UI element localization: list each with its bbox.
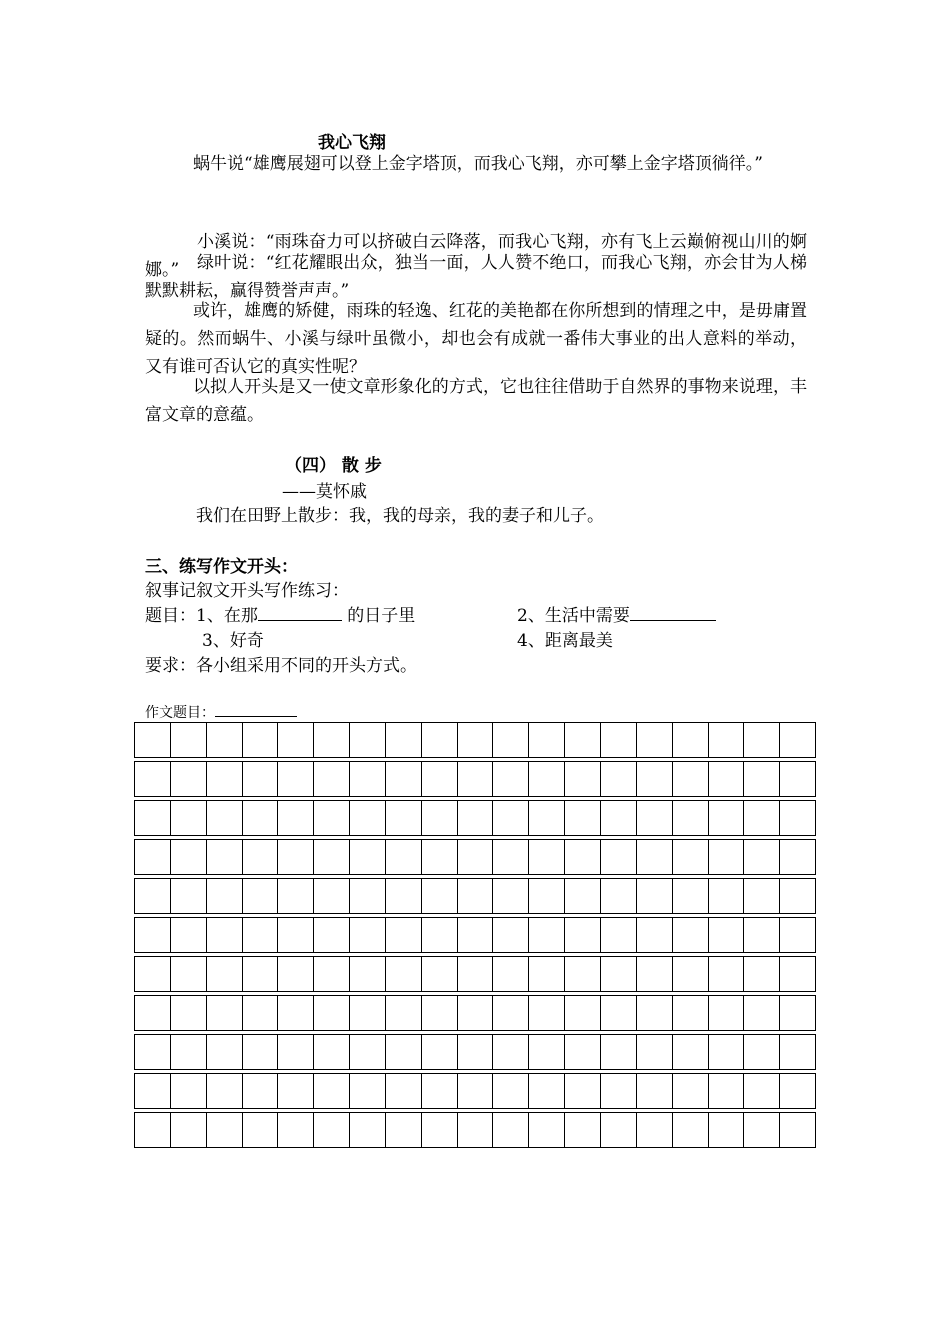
grid-cell[interactable]: [529, 1035, 565, 1069]
grid-cell[interactable]: [314, 723, 350, 757]
grid-cell[interactable]: [673, 840, 709, 874]
grid-cell[interactable]: [744, 723, 780, 757]
grid-cell[interactable]: [458, 957, 494, 991]
grid-cell[interactable]: [744, 957, 780, 991]
grid-cell[interactable]: [744, 762, 780, 796]
grid-cell[interactable]: [135, 840, 171, 874]
grid-cell[interactable]: [278, 1074, 314, 1108]
grid-cell[interactable]: [278, 1113, 314, 1147]
grid-cell[interactable]: [673, 801, 709, 835]
topic-3: 3、好奇: [202, 631, 264, 651]
grid-cell[interactable]: [637, 801, 673, 835]
grid-cell[interactable]: [243, 723, 279, 757]
grid-cell[interactable]: [493, 1113, 529, 1147]
grid-cell[interactable]: [744, 1074, 780, 1108]
grid-row: [134, 917, 816, 953]
grid-cell[interactable]: [601, 1035, 637, 1069]
practice-heading: 三、练写作文开头：: [145, 557, 298, 577]
grid-cell[interactable]: [422, 918, 458, 952]
topic-2-blank[interactable]: [630, 604, 716, 621]
grid-cell[interactable]: [386, 1035, 422, 1069]
grid-cell[interactable]: [744, 1035, 780, 1069]
grid-cell[interactable]: [673, 762, 709, 796]
grid-cell[interactable]: [744, 918, 780, 952]
grid-cell[interactable]: [493, 1035, 529, 1069]
grid-cell[interactable]: [135, 1074, 171, 1108]
grid-cell[interactable]: [493, 879, 529, 913]
grid-cell[interactable]: [493, 1074, 529, 1108]
grid-cell[interactable]: [493, 957, 529, 991]
grid-cell[interactable]: [709, 801, 745, 835]
grid-cell[interactable]: [422, 957, 458, 991]
grid-cell[interactable]: [314, 1035, 350, 1069]
grid-cell[interactable]: [314, 1074, 350, 1108]
grid-cell[interactable]: [744, 996, 780, 1030]
grid-cell[interactable]: [458, 1113, 494, 1147]
grid-cell[interactable]: [314, 918, 350, 952]
grid-cell[interactable]: [171, 957, 207, 991]
grid-cell[interactable]: [386, 762, 422, 796]
grid-cell[interactable]: [565, 918, 601, 952]
grid-cell[interactable]: [386, 918, 422, 952]
grid-cell[interactable]: [278, 1035, 314, 1069]
grid-cell[interactable]: [493, 723, 529, 757]
grid-cell[interactable]: [207, 879, 243, 913]
grid-cell[interactable]: [709, 1074, 745, 1108]
grid-cell[interactable]: [780, 957, 815, 991]
grid-cell[interactable]: [458, 996, 494, 1030]
grid-cell[interactable]: [422, 1035, 458, 1069]
grid-cell[interactable]: [386, 957, 422, 991]
grid-cell[interactable]: [207, 723, 243, 757]
grid-cell[interactable]: [278, 918, 314, 952]
grid-cell[interactable]: [243, 801, 279, 835]
grid-cell[interactable]: [135, 1035, 171, 1069]
grid-cell[interactable]: [744, 801, 780, 835]
grid-cell[interactable]: [207, 1035, 243, 1069]
grid-cell[interactable]: [637, 879, 673, 913]
grid-cell[interactable]: [565, 957, 601, 991]
grid-cell[interactable]: [601, 801, 637, 835]
grid-cell[interactable]: [673, 996, 709, 1030]
grid-cell[interactable]: [637, 918, 673, 952]
grid-cell[interactable]: [422, 840, 458, 874]
grid-cell[interactable]: [350, 879, 386, 913]
grid-row: [134, 800, 816, 836]
grid-cell[interactable]: [458, 801, 494, 835]
grid-cell[interactable]: [709, 996, 745, 1030]
grid-cell[interactable]: [278, 801, 314, 835]
grid-cell[interactable]: [314, 996, 350, 1030]
grid-cell[interactable]: [637, 762, 673, 796]
grid-cell[interactable]: [673, 1113, 709, 1147]
grid-cell[interactable]: [780, 801, 815, 835]
grid-cell[interactable]: [601, 762, 637, 796]
grid-cell[interactable]: [780, 996, 815, 1030]
grid-cell[interactable]: [243, 996, 279, 1030]
grid-cell[interactable]: [493, 801, 529, 835]
grid-cell[interactable]: [780, 1035, 815, 1069]
grid-cell[interactable]: [422, 996, 458, 1030]
grid-cell[interactable]: [207, 1074, 243, 1108]
grid-cell[interactable]: [314, 840, 350, 874]
grid-cell[interactable]: [529, 918, 565, 952]
grid-row: [134, 1112, 816, 1148]
grid-cell[interactable]: [135, 1113, 171, 1147]
grid-cell[interactable]: [709, 957, 745, 991]
grid-row: [134, 995, 816, 1031]
grid-cell[interactable]: [493, 918, 529, 952]
essay-title: 我心飞翔: [318, 133, 386, 153]
grid-cell[interactable]: [243, 957, 279, 991]
grid-cell[interactable]: [529, 1074, 565, 1108]
composition-grid: [134, 722, 816, 1148]
grid-cell[interactable]: [386, 801, 422, 835]
essay-paragraph-5: 以拟人开头是又一使文章形象化的方式，它也往往借助于自然界的事物来说理，丰富文章的意蕴。: [145, 377, 807, 425]
grid-cell[interactable]: [278, 957, 314, 991]
example-first-line: 我们在田野上散步：我，我的母亲，我的妻子和儿子。: [196, 506, 604, 526]
grid-cell[interactable]: [565, 1113, 601, 1147]
grid-cell[interactable]: [386, 879, 422, 913]
grid-cell[interactable]: [350, 996, 386, 1030]
grid-cell[interactable]: [673, 918, 709, 952]
grid-cell[interactable]: [171, 996, 207, 1030]
grid-cell[interactable]: [243, 1074, 279, 1108]
grid-cell[interactable]: [386, 840, 422, 874]
grid-cell[interactable]: [744, 1113, 780, 1147]
grid-cell[interactable]: [565, 1035, 601, 1069]
grid-cell[interactable]: [386, 1113, 422, 1147]
grid-cell[interactable]: [207, 840, 243, 874]
grid-cell[interactable]: [135, 957, 171, 991]
essay-paragraph-3: 绿叶说：“红花耀眼出众，独当一面，人人赞不绝口，而我心飞翔，亦会甘为人梯默默耕耘，赢得赞誉声声。”: [145, 253, 807, 301]
grid-cell[interactable]: [601, 879, 637, 913]
grid-cell[interactable]: [601, 1113, 637, 1147]
grid-cell[interactable]: [529, 957, 565, 991]
grid-cell[interactable]: [529, 801, 565, 835]
grid-cell[interactable]: [780, 918, 815, 952]
grid-cell[interactable]: [386, 723, 422, 757]
grid-cell[interactable]: [780, 762, 815, 796]
practice-subheading: 叙事记叙文开头写作练习：: [145, 581, 349, 601]
topic-1-blank[interactable]: [258, 604, 342, 621]
essay-paragraph-1: 蜗牛说“雄鹰展翅可以登上金字塔顶，而我心飞翔，亦可攀上金字塔顶徜徉。”: [193, 154, 763, 174]
practice-requirement: 要求：各小组采用不同的开头方式。: [145, 656, 417, 676]
grid-cell[interactable]: [314, 1113, 350, 1147]
grid-cell[interactable]: [314, 957, 350, 991]
topics-label: 题目：: [145, 606, 196, 626]
worksheet-title-blank[interactable]: [215, 703, 297, 717]
grid-cell[interactable]: [171, 723, 207, 757]
topic-4: 4、距离最美: [517, 631, 613, 651]
grid-cell[interactable]: [780, 1074, 815, 1108]
grid-cell[interactable]: [422, 723, 458, 757]
grid-cell[interactable]: [565, 801, 601, 835]
grid-cell[interactable]: [565, 879, 601, 913]
topic-1-suffix: 的日子里: [341, 606, 416, 626]
grid-row: [134, 1073, 816, 1109]
grid-cell[interactable]: [135, 723, 171, 757]
grid-row: [134, 878, 816, 914]
grid-cell[interactable]: [135, 879, 171, 913]
grid-cell[interactable]: [637, 996, 673, 1030]
grid-cell[interactable]: [207, 1113, 243, 1147]
grid-cell[interactable]: [493, 840, 529, 874]
grid-cell[interactable]: [458, 723, 494, 757]
grid-cell[interactable]: [171, 1113, 207, 1147]
grid-cell[interactable]: [243, 918, 279, 952]
essay-paragraph-2: 小溪说：“雨珠奋力可以挤破白云降落，而我心飞翔，亦有飞上云巅俯视山川的婀娜。”: [145, 232, 807, 280]
grid-cell[interactable]: [350, 801, 386, 835]
grid-cell[interactable]: [243, 762, 279, 796]
grid-cell[interactable]: [493, 996, 529, 1030]
grid-cell[interactable]: [243, 879, 279, 913]
grid-cell[interactable]: [422, 801, 458, 835]
grid-cell[interactable]: [637, 1035, 673, 1069]
example-author: ——莫怀戚: [282, 482, 367, 502]
grid-cell[interactable]: [458, 1035, 494, 1069]
grid-cell[interactable]: [207, 996, 243, 1030]
grid-cell[interactable]: [565, 762, 601, 796]
grid-cell[interactable]: [350, 840, 386, 874]
grid-cell[interactable]: [673, 879, 709, 913]
grid-cell[interactable]: [135, 918, 171, 952]
grid-cell[interactable]: [386, 1074, 422, 1108]
grid-cell[interactable]: [673, 957, 709, 991]
grid-cell[interactable]: [458, 762, 494, 796]
grid-cell[interactable]: [171, 1035, 207, 1069]
grid-cell[interactable]: [565, 723, 601, 757]
grid-cell[interactable]: [744, 879, 780, 913]
grid-row: [134, 761, 816, 797]
grid-cell[interactable]: [601, 957, 637, 991]
grid-cell[interactable]: [601, 918, 637, 952]
grid-cell[interactable]: [350, 1113, 386, 1147]
grid-cell[interactable]: [637, 723, 673, 757]
grid-cell[interactable]: [637, 840, 673, 874]
grid-cell[interactable]: [171, 879, 207, 913]
grid-cell[interactable]: [637, 1074, 673, 1108]
grid-cell[interactable]: [171, 762, 207, 796]
worksheet-label: 作文题目：: [145, 705, 215, 721]
grid-cell[interactable]: [386, 996, 422, 1030]
grid-cell[interactable]: [780, 723, 815, 757]
grid-cell[interactable]: [529, 879, 565, 913]
grid-cell[interactable]: [422, 1074, 458, 1108]
grid-cell[interactable]: [243, 1035, 279, 1069]
topic-2-prefix: 2、生活中需要: [517, 606, 630, 626]
grid-cell[interactable]: [207, 957, 243, 991]
grid-cell[interactable]: [171, 840, 207, 874]
grid-cell[interactable]: [350, 918, 386, 952]
grid-cell[interactable]: [780, 879, 815, 913]
worksheet-title-line: [145, 702, 297, 722]
grid-cell[interactable]: [601, 723, 637, 757]
grid-cell[interactable]: [135, 996, 171, 1030]
grid-cell[interactable]: [529, 1113, 565, 1147]
grid-cell[interactable]: [278, 723, 314, 757]
grid-cell[interactable]: [171, 918, 207, 952]
grid-cell[interactable]: [422, 1113, 458, 1147]
grid-cell[interactable]: [278, 996, 314, 1030]
grid-cell[interactable]: [243, 1113, 279, 1147]
grid-cell[interactable]: [709, 918, 745, 952]
grid-cell[interactable]: [709, 762, 745, 796]
grid-cell[interactable]: [709, 1035, 745, 1069]
grid-cell[interactable]: [422, 879, 458, 913]
grid-cell[interactable]: [709, 1113, 745, 1147]
grid-cell[interactable]: [243, 840, 279, 874]
grid-cell[interactable]: [278, 762, 314, 796]
grid-cell[interactable]: [565, 1074, 601, 1108]
grid-cell[interactable]: [673, 723, 709, 757]
grid-cell[interactable]: [458, 840, 494, 874]
essay-paragraph-4: 或许，雄鹰的矫健，雨珠的轻逸、红花的美艳都在你所想到的情理之中，是毋庸置疑的。然而蜗牛、小溪与绿叶虽微小，却也会有成就一番伟大事业的出人意料的举动，又有谁可否认它的真实性呢？: [145, 301, 807, 377]
grid-cell[interactable]: [458, 918, 494, 952]
grid-row: [134, 839, 816, 875]
grid-cell[interactable]: [350, 1035, 386, 1069]
grid-cell[interactable]: [673, 1035, 709, 1069]
grid-row: [134, 722, 816, 758]
grid-cell[interactable]: [458, 879, 494, 913]
grid-cell[interactable]: [637, 1113, 673, 1147]
grid-cell[interactable]: [171, 1074, 207, 1108]
grid-cell[interactable]: [673, 1074, 709, 1108]
grid-cell[interactable]: [458, 1074, 494, 1108]
grid-cell[interactable]: [529, 762, 565, 796]
grid-cell[interactable]: [422, 762, 458, 796]
grid-cell[interactable]: [314, 801, 350, 835]
grid-cell[interactable]: [780, 1113, 815, 1147]
grid-cell[interactable]: [780, 840, 815, 874]
grid-cell[interactable]: [350, 723, 386, 757]
grid-cell[interactable]: [135, 801, 171, 835]
grid-cell[interactable]: [207, 801, 243, 835]
topics-row-1: [145, 601, 415, 626]
grid-cell[interactable]: [207, 762, 243, 796]
grid-row: [134, 956, 816, 992]
grid-cell[interactable]: [744, 840, 780, 874]
grid-cell[interactable]: [171, 801, 207, 835]
example-heading: （四） 散 步: [285, 456, 382, 476]
grid-cell[interactable]: [601, 996, 637, 1030]
grid-cell[interactable]: [314, 762, 350, 796]
grid-cell[interactable]: [709, 879, 745, 913]
grid-cell[interactable]: [350, 957, 386, 991]
grid-cell[interactable]: [529, 723, 565, 757]
grid-cell[interactable]: [565, 996, 601, 1030]
grid-cell[interactable]: [709, 840, 745, 874]
grid-cell[interactable]: [601, 1074, 637, 1108]
grid-cell[interactable]: [314, 879, 350, 913]
grid-cell[interactable]: [529, 996, 565, 1030]
grid-row: [134, 1034, 816, 1070]
grid-cell[interactable]: [565, 840, 601, 874]
grid-cell[interactable]: [601, 840, 637, 874]
grid-cell[interactable]: [493, 762, 529, 796]
grid-cell[interactable]: [135, 762, 171, 796]
grid-cell[interactable]: [637, 957, 673, 991]
grid-cell[interactable]: [278, 840, 314, 874]
grid-cell[interactable]: [529, 840, 565, 874]
topic-2: [517, 601, 716, 626]
grid-cell[interactable]: [207, 918, 243, 952]
grid-cell[interactable]: [350, 1074, 386, 1108]
grid-cell[interactable]: [709, 723, 745, 757]
grid-cell[interactable]: [278, 879, 314, 913]
grid-cell[interactable]: [350, 762, 386, 796]
topic-1-prefix: 1、在那: [196, 606, 258, 626]
